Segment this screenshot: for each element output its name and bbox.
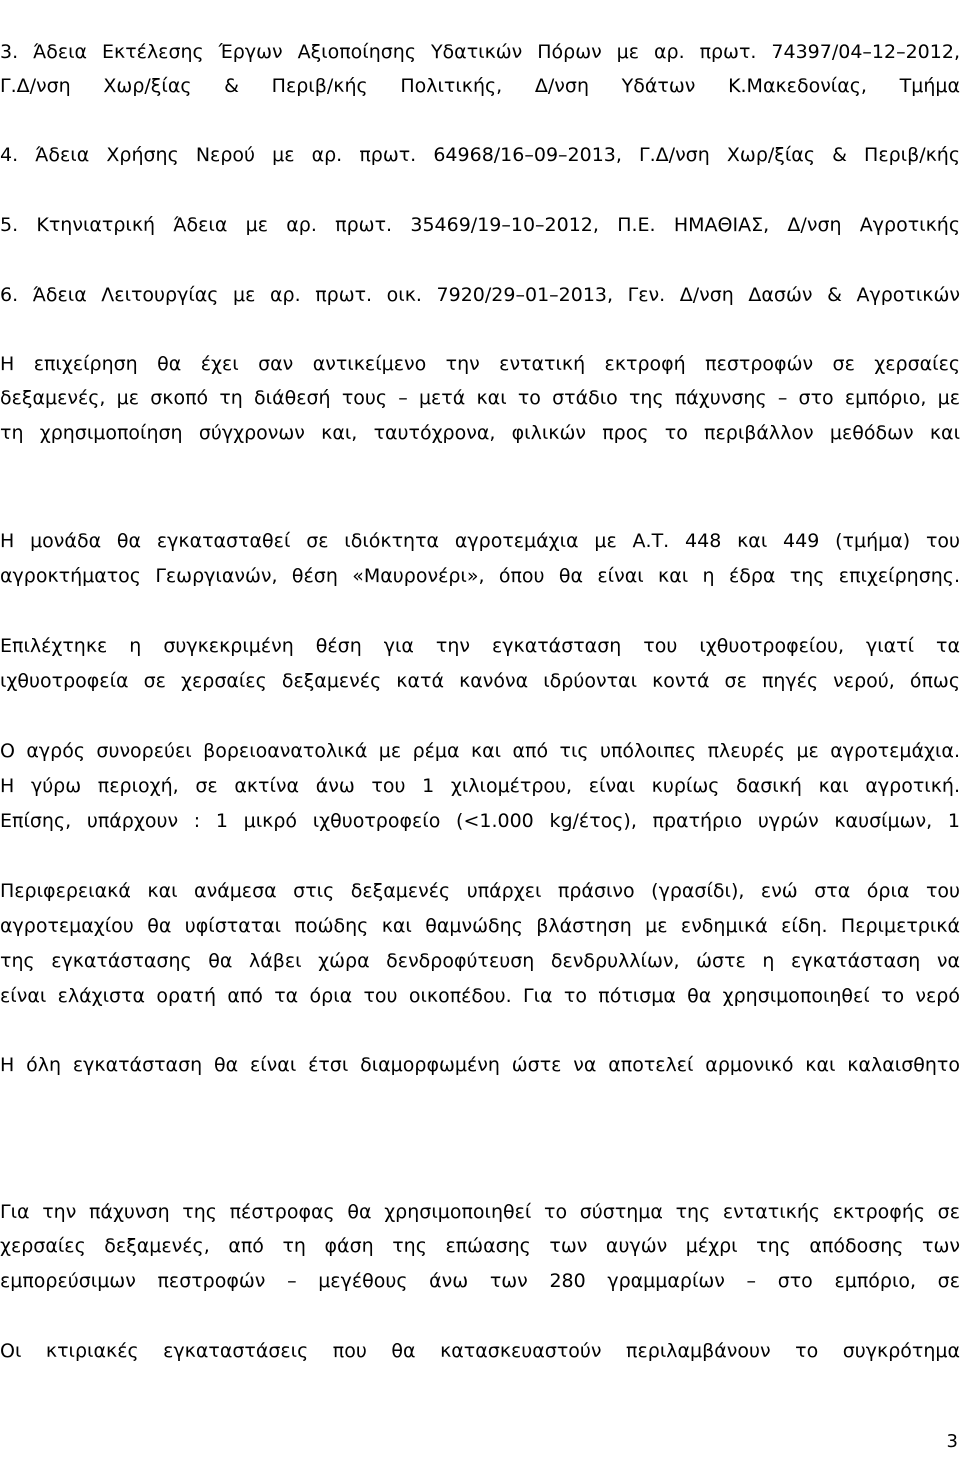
text-line: χερσαίες δεξαμενές, από τη φάση της επώασης των αυγών μέχρι της απόδοσης των	[0, 1235, 960, 1257]
text-line: 4. Άδεια Χρήσης Νερού με αρ. πρωτ. 64968/16–09–2013, Γ.Δ/νση Χωρ/ξίας & Περιβ/κής	[0, 144, 960, 166]
text-line: Για την πάχυνση της πέστροφας θα χρησιμοποιηθεί το σύστημα της εντατικής εκτροφής σε	[0, 1201, 960, 1223]
text-line: αγροτεμαχίου θα υφίσταται ποώδης και θαμνώδης βλάστηση με ενδημικά είδη. Περιμετρικά	[0, 915, 960, 937]
text-line: Επιλέχτηκε η συγκεκριμένη θέση για την εγκατάσταση του ιχθυοτροφείου, γιατί τα	[0, 635, 960, 657]
text-line: Οι κτιριακές εγκαταστάσεις που θα κατασκευαστούν περιλαμβάνουν το συγκρότημα	[0, 1340, 960, 1362]
text-line: 6. Άδεια Λειτουργίας με αρ. πρωτ. οικ. 7920/29–01–2013, Γεν. Δ/νση Δασών & Αγροτικών	[0, 284, 960, 306]
text-line: δεξαμενές, με σκοπό τη διάθεσή τους – μετά και το στάδιο της πάχυνσης – στο εμπόριο, με	[0, 387, 960, 409]
text-line: 3. Άδεια Εκτέλεσης Έργων Αξιοποίησης Υδατικών Πόρων με αρ. πρωτ. 74397/04–12–2012,	[0, 41, 960, 63]
text-line: Η γύρω περιοχή, σε ακτίνα άνω του 1 χιλιομέτρου, είναι κυρίως δασική και αγροτική.	[0, 775, 960, 797]
page-number: 3	[946, 1431, 958, 1452]
text-line: Η μονάδα θα εγκατασταθεί σε ιδιόκτητα αγροτεμάχια με Α.Τ. 448 και 449 (τμήμα) του	[0, 530, 960, 552]
text-line: της εγκατάστασης θα λάβει χώρα δενδροφύτευση δενδρυλλίων, ώστε η εγκατάσταση να	[0, 950, 960, 972]
text-line: 5. Κτηνιατρική Άδεια με αρ. πρωτ. 35469/19–10–2012, Π.Ε. ΗΜΑΘΙΑΣ, Δ/νση Αγροτικής	[0, 214, 960, 236]
text-line: ιχθυοτροφεία σε χερσαίες δεξαμενές κατά κανόνα ιδρύονται κοντά σε πηγές νερού, όπως	[0, 670, 960, 692]
text-line: αγροκτήματος Γεωργιανών, θέση «Μαυρονέρι», όπου θα είναι και η έδρα της επιχείρησης.	[0, 565, 960, 587]
text-line: Επίσης, υπάρχουν : 1 μικρό ιχθυοτροφείο (<1.000 kg/έτος), πρατήριο υγρών καυσίμων, 1	[0, 810, 960, 832]
text-line: Η όλη εγκατάσταση θα είναι έτσι διαμορφωμένη ώστε να αποτελεί αρμονικό και καλαισθητο	[0, 1054, 960, 1076]
text-line: Η επιχείρηση θα έχει σαν αντικείμενο την εντατική εκτροφή πεστροφών σε χερσαίες	[0, 353, 960, 375]
text-line: είναι ελάχιστα ορατή από τα όρια του οικοπέδου. Για το πότισμα θα χρησιμοποιηθεί το νερό	[0, 985, 960, 1007]
text-line: εμπορεύσιμων πεστροφών – μεγέθους άνω των 280 γραμμαρίων – στο εμπόριο, σε	[0, 1270, 960, 1292]
text-line: Γ.Δ/νση Χωρ/ξίας & Περιβ/κής Πολιτικής, Δ/νση Υδάτων Κ.Μακεδονίας, Τμήμα	[0, 75, 960, 97]
text-line: Ο αγρός συνορεύει βορειοανατολικά με ρέμα και από τις υπόλοιπες πλευρές με αγροτεμάχια.	[0, 740, 960, 762]
text-line: τη χρησιμοποίηση σύγχρονων και, ταυτόχρονα, φιλικών προς το περιβάλλον μεθόδων και	[0, 422, 960, 444]
text-line: Περιφερειακά και ανάμεσα στις δεξαμενές υπάρχει πράσινο (γρασίδι), ενώ στα όρια του	[0, 880, 960, 902]
